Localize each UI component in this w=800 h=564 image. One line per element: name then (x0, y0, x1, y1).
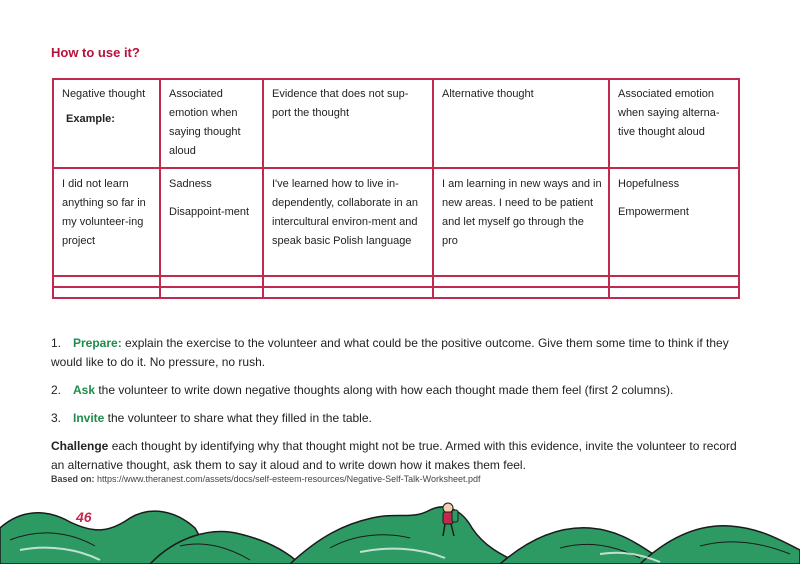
step-number: 2. (51, 383, 62, 397)
header-alternative-emotion (609, 79, 739, 168)
section-heading: How to use it? (51, 45, 140, 60)
cell-emotion (160, 168, 263, 276)
header-alternative-thought (433, 79, 609, 168)
cell-text: I did not learn anything so far in my volunteer-ing project (62, 178, 146, 247)
instruction-steps (51, 334, 751, 475)
header-label: Alternative thought (442, 88, 534, 100)
step-number: 3. (51, 411, 62, 425)
empty-cell (609, 276, 739, 287)
source-citation (51, 474, 481, 484)
page-number: 46 (76, 509, 92, 525)
header-associated-emotion (160, 79, 263, 168)
hill-shape (290, 507, 520, 564)
cell-negative-thought (53, 168, 160, 276)
cell-alternative (433, 168, 609, 276)
step-keyword: Invite (73, 411, 105, 425)
source-link[interactable]: https://www.theranest.com/assets/docs/self-esteem-resources/Negative-Self-Talk-Worksheet.pdf (97, 474, 481, 484)
step-text: explain the exercise to the volunteer and what could be the positive outcome. Give them some time to think if they would like to do it. No pressure, no rush. (51, 336, 729, 369)
header-negative-thought (53, 79, 160, 168)
header-label: Evidence that does not sup-port the thought (272, 88, 409, 119)
table-header-row (53, 79, 739, 168)
source-label: Based on: (51, 474, 95, 484)
empty-cell (53, 276, 160, 287)
challenge-text: each thought by identifying why that thought might not be true. Armed with this evidence, invite the volunteer to record an alternative thought, ask them to say it aloud and to write down how it makes them feel. (51, 439, 737, 472)
cell-text: Empowerment (618, 206, 689, 218)
empty-cell (160, 276, 263, 287)
negative-thought-table (52, 78, 740, 299)
step-text: the volunteer to share what they filled in the table. (104, 411, 372, 425)
table-row (53, 168, 739, 276)
header-label: Negative thought (62, 88, 146, 100)
empty-cell (160, 287, 263, 298)
table-row (53, 276, 739, 287)
step-item (51, 409, 751, 428)
step-item (51, 334, 751, 372)
step-keyword: Ask (73, 383, 96, 397)
cell-text: I am learning in new ways and in new areas. I need to be patient and let myself go through the pro (442, 178, 602, 247)
cell-evidence (263, 168, 433, 276)
hill-shape (640, 526, 800, 564)
cell-text: Sadness (169, 178, 212, 190)
empty-cell (263, 287, 433, 298)
challenge-paragraph (51, 437, 751, 475)
header-evidence (263, 79, 433, 168)
empty-cell (433, 276, 609, 287)
header-label: Associated emotion when saying alterna-tive thought aloud (618, 88, 720, 138)
cell-alt-emotion (609, 168, 739, 276)
header-label: Associated emotion when saying thought aloud (169, 88, 241, 157)
table-row (53, 287, 739, 298)
challenge-keyword: Challenge (51, 439, 109, 453)
step-text: the volunteer to write down negative thoughts along with how each thought made them feel (first 2 columns). (95, 383, 674, 397)
empty-cell (53, 287, 160, 298)
empty-cell (433, 287, 609, 298)
cell-text: I've learned how to live in-dependently, collaborate in an intercultural environ-ment and speak basic Polish language (272, 178, 418, 247)
empty-cell (609, 287, 739, 298)
step-keyword: Prepare: (73, 336, 122, 350)
hills-illustration (0, 488, 800, 564)
cell-text: Disappoint-ment (169, 206, 250, 218)
cell-text: Hopefulness (618, 178, 680, 190)
step-number: 1. (51, 336, 62, 350)
example-label: Example: (66, 113, 115, 125)
step-item (51, 381, 751, 400)
empty-cell (263, 276, 433, 287)
